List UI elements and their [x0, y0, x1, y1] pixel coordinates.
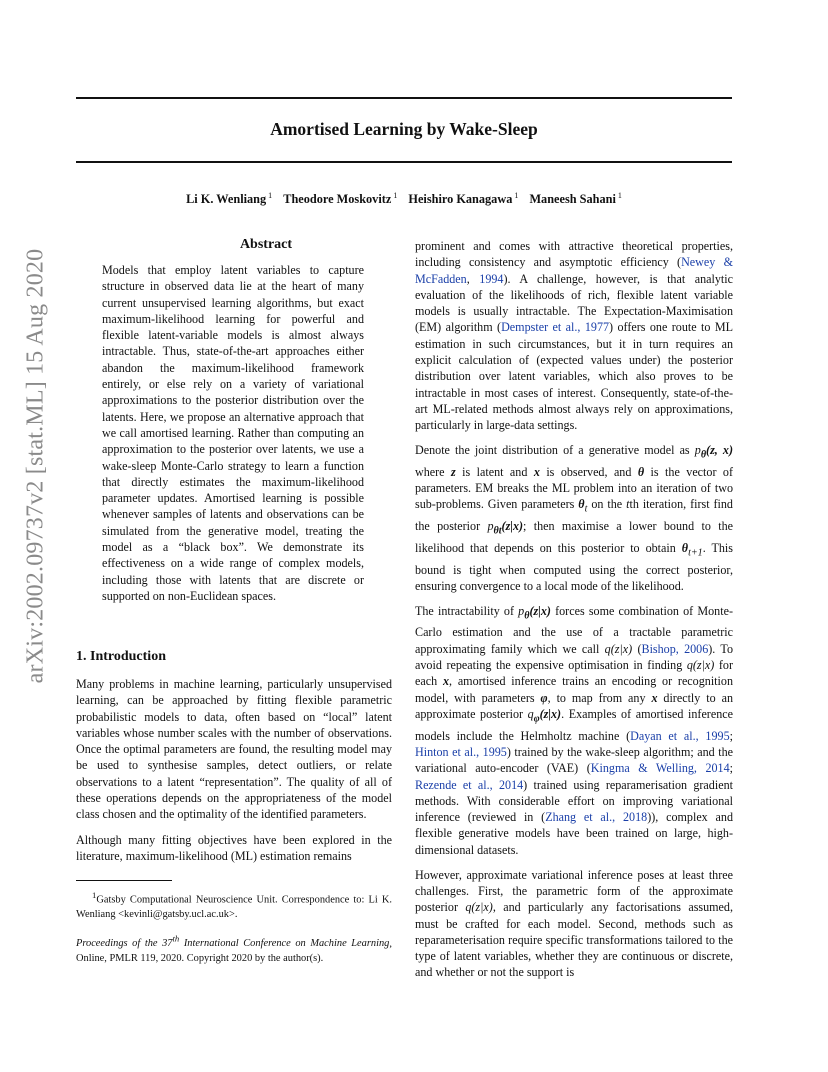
author	[283, 192, 397, 206]
text-run: prominent and comes with attractive theoretical properties, including consistency and asymptotic efficiency (	[415, 239, 733, 270]
math-symbol: t	[626, 497, 630, 512]
author-name: Maneesh Sahani	[529, 192, 616, 206]
citation-link[interactable]: Dempster et al., 1977	[501, 320, 610, 335]
math-symbol: q(z|x)	[604, 641, 633, 656]
right-column-text	[415, 238, 733, 981]
text-run: forces some combination of Monte-Carlo estimation and the use of a tractable parametric approximating family which we call	[415, 603, 733, 656]
text-run: ,	[466, 271, 480, 286]
paragraph	[415, 867, 733, 981]
author	[529, 192, 621, 206]
author-list	[76, 191, 732, 207]
text-run: is latent and	[455, 464, 534, 479]
math-symbol: θ	[578, 497, 585, 512]
math-symbol: q(z|x)	[686, 658, 715, 673]
paragraph	[415, 603, 733, 858]
math-symbol: (z|x)	[529, 603, 551, 618]
text-run: is the vector of parameters. EM breaks the ML problem into an iteration of two sub-problems. Given parameters	[415, 464, 733, 512]
text-run: ). To avoid repeating the expensive optimisation in finding	[415, 641, 733, 673]
text-run: However, approximate variational inference poses at least three challenges. First, the parametric form of the approximate posterior	[415, 867, 733, 915]
paper-title: Amortised Learning by Wake-Sleep	[270, 119, 538, 139]
abstract-text	[102, 262, 364, 604]
affiliation-footnote	[76, 888, 392, 922]
math-symbol: x	[533, 464, 540, 479]
footnote-text: Gatsby Computational Neuroscience Unit. Correspondence to: Li K. Wenliang <kevinli@gatsby.ucl.ac.uk>.	[76, 894, 392, 920]
math-symbol: θ	[681, 540, 689, 555]
text-run: , and particularly any factorisations assumed, must be crafted for each model. Second, methods such as reparameterisation require specific transformations tailored to the type of latent variables, whether they are continuous or discrete, and whether or not the support is	[415, 900, 733, 980]
proceedings-venue: International Conference on Machine Learning	[179, 938, 390, 950]
text-run: )), complex and flexible generative models have been trained on large, high-dimensional datasets.	[415, 810, 733, 857]
paragraph: Many problems in machine learning, particularly unsupervised learning, can be approached by fitting flexible parametric probabilistic models to data, often based on “local” latent variables whose number scales with the number of observations. Once the optimal parameters are found, the resulting model may be used to synthesise samples, detect outliers, or relate observations to a latent “representation”. The quality of all of these operations depends on the appropriateness of the model class chosen and the optimality of the identified parameters.	[76, 677, 392, 822]
arxiv-stamp	[22, 248, 50, 684]
math-symbol: θ	[637, 464, 645, 479]
paragraph	[415, 238, 733, 434]
text-run: . Examples of amortised inference models include the Helmholtz machine (	[415, 706, 733, 743]
citation-link[interactable]: Dayan et al., 1995	[630, 728, 730, 743]
proceedings-note	[76, 932, 392, 966]
text-run: , amortised inference trains an encoding or recognition model, with parameters	[415, 674, 733, 705]
text-run: is observed, and	[539, 464, 638, 479]
citation-link[interactable]: Zhang et al., 2018	[545, 810, 648, 825]
math-symbol: x	[442, 674, 449, 689]
text-run: ;	[729, 761, 734, 776]
math-symbol: φ	[533, 713, 540, 725]
math-symbol: q(z|x)	[465, 900, 493, 915]
affiliation-mark: 1	[393, 191, 398, 200]
abstract-heading: Abstract	[239, 237, 293, 252]
text-run: on the	[587, 497, 627, 512]
citation-link[interactable]: Newey & McFadden	[415, 255, 733, 286]
text-run: ; then maximise a lower bound to the likelihood that depends on this posterior to obtain	[415, 519, 733, 555]
proceedings-sup: th	[172, 933, 180, 944]
text-run: ) trained by the wake-sleep algorithm; and the variational auto-encoder (VAE) (	[415, 744, 733, 776]
text-run: The intractability of	[415, 603, 519, 618]
math-symbol: (z, x)	[706, 443, 733, 458]
author-name: Heishiro Kanagawa	[408, 192, 513, 206]
math-symbol: z	[450, 464, 456, 479]
text-run: . This bound is tight when computed using the correct posterior, ensuring convergence to a local mode of the likelihood.	[415, 540, 733, 593]
introduction-text	[76, 676, 392, 864]
title-bottom-rule	[76, 161, 732, 163]
math-symbol: p	[518, 603, 525, 618]
text-run: ). A challenge, however, is that analytic evaluation of the likelihoods of rich, flexible latent variable models is usually intractable. The Expectation-Maximisation (EM) algorithm (	[415, 271, 734, 335]
citation-link[interactable]: Kingma & Welling, 2014	[590, 761, 730, 776]
author	[408, 192, 518, 206]
text-run: directly to an approximate posterior	[415, 690, 733, 721]
affiliation-mark: 1	[617, 191, 622, 200]
proceedings-details: , Online, PMLR 119, 2020. Copyright 2020 by the author(s).	[76, 938, 392, 964]
math-symbol: x	[651, 690, 658, 705]
math-symbol: θ	[524, 610, 530, 622]
top-rule	[76, 97, 732, 99]
paragraph: Although many fitting objectives have been explored in the literature, maximum-likelihood (ML) estimation remains	[76, 832, 392, 863]
author	[186, 192, 272, 206]
abstract-paragraph: Models that employ latent variables to capture structure in observed data lie at the heart of many current unsupervised learning algorithms, but exact maximum-likelihood learning for powerful and flexible latent-variable models is almost always intractable. Thus, state-of-the-art approaches either abandon the maximum-likelihood framework entirely, or else rely on a variety of variational approximations to the posterior distribution over the latents. Here, we propose an alternative approach that we call amortised learning. Rather than computing an approximation to the posterior over latents, we use a wake-sleep Monte-Carlo strategy to learn a function that directly estimates the maximum-likelihood parameter updates. Amortised learning is possible whenever samples of latents and observations can be simulated from the generative model, treating the model as a “black box”. We demonstrate its effectiveness on a wide range of complex models, including those with latents that are discrete or supported on non-Euclidean spaces.	[102, 263, 364, 603]
math-symbol: t	[584, 503, 588, 515]
text-run: (	[632, 641, 642, 656]
math-symbol: θt	[493, 525, 502, 537]
text-run: ) offers one route to ML estimation in such circumstances, but it in turn requires an explicit calculation of (expected values under) the posterior distribution over latent variables, which also proves to be intractable in most cases of interest. Consequently, state-of-the-art ML-related methods almost always rely on approximations, particularly in large-data settings.	[415, 320, 733, 433]
text-run: Denote the joint distribution of a generative model as	[415, 443, 695, 458]
math-symbol: (z|x)	[539, 706, 562, 721]
proceedings-text: Proceedings of the 37	[76, 938, 173, 950]
text-run: where	[415, 464, 451, 479]
footnote-rule	[76, 880, 172, 881]
arxiv-id: arXiv:2002.09737v2 [stat.ML] 15 Aug 2020	[22, 248, 49, 684]
text-run: ) trained using reparamerisation gradient methods. With considerable effort on improving variational inference (reviewed in (	[415, 777, 733, 825]
text-run: , to map from any	[547, 690, 652, 705]
text-run: th iteration, first find the posterior	[415, 497, 733, 534]
math-symbol: p	[487, 519, 494, 534]
section-heading: 1. Introduction	[76, 649, 166, 664]
math-symbol: t+1	[688, 547, 703, 559]
affiliation-mark: 1	[268, 191, 273, 200]
math-symbol: φ	[540, 690, 548, 705]
citation-link[interactable]: Rezende et al., 2014	[415, 777, 524, 792]
math-symbol: θ	[700, 449, 707, 461]
affiliation-mark: 1	[514, 191, 519, 200]
paragraph	[415, 442, 733, 594]
text-run: for each	[415, 658, 734, 689]
text-run: ;	[729, 728, 733, 743]
citation-link[interactable]: 1994	[479, 271, 504, 286]
math-symbol: q	[527, 706, 534, 721]
math-symbol: (z|x)	[501, 519, 524, 534]
author-name: Li K. Wenliang	[186, 192, 267, 206]
footnote-mark: 1	[92, 890, 97, 900]
math-symbol: p	[694, 443, 701, 458]
author-name: Theodore Moskovitz	[283, 192, 392, 206]
footnotes	[76, 888, 392, 966]
citation-link[interactable]: Hinton et al., 1995	[415, 744, 507, 759]
citation-link[interactable]: Bishop, 2006	[641, 641, 709, 656]
